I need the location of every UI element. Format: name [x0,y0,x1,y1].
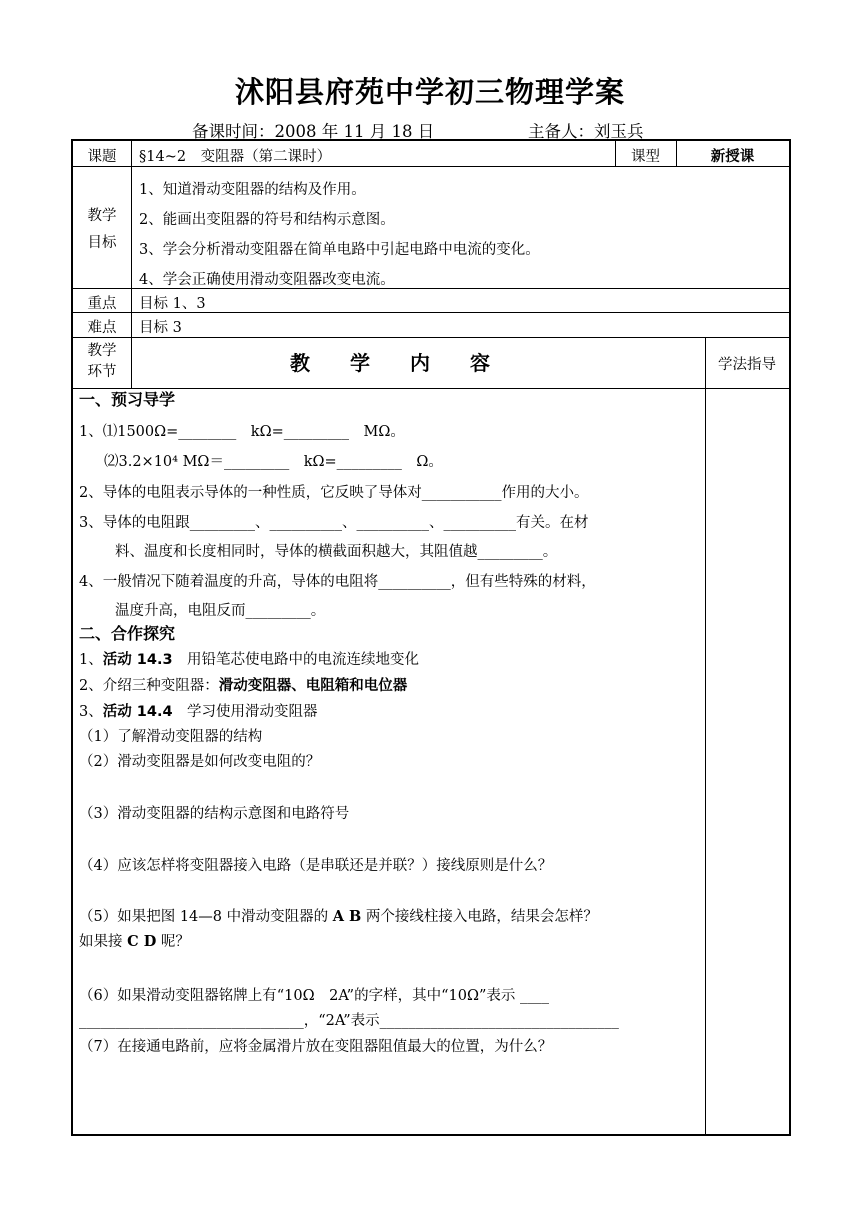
stage-label-line: 环节 [87,364,117,380]
question-2: 2、导体的电阻表示导体的一种性质，它反映了导体对___________作用的大小。 [79,485,589,501]
sub-item-3: （3）滑动变阻器的结构示意图和电路符号 [79,806,350,822]
goals-label-line: 目标 [87,235,117,251]
activity-1-number: 活动 14.3 [102,652,173,668]
prep-time: 备课时间：2008 年 11 月 18 日 [192,122,435,141]
row-divider [73,166,789,167]
question-4b: 温度升高，电阻反而_________。 [115,603,326,619]
sub-item-5b-text: 如果接 [79,934,128,950]
goals-label [73,203,131,257]
sub-item-1: （1）了解滑动变阻器的结构 [79,729,263,745]
sub-item-4: （4）应该怎样将变阻器接入电路（是串联还是并联？）接线原则是什么？ [79,858,553,874]
activity-1 [79,650,419,670]
activity-3 [79,702,318,722]
question-3a: 3、导体的电阻跟_________、__________、__________、__________有关。在材 [79,515,589,531]
goal-item: 1、知道滑动变阻器的结构及作用。 [139,182,366,198]
sub-item-5a-text: 两个接线柱接入电路，结果会怎样？ [361,909,598,925]
activity-1-text: 用铅笔芯使电路中的电流连续地变化 [172,652,420,668]
activity-2 [79,676,407,696]
col-divider [705,337,706,1136]
content-heading: 教 学 内 容 [290,351,490,375]
method-label: 学法指导 [718,357,776,373]
type-value: 新授课 [710,149,755,165]
sub-item-5b [79,932,190,952]
sub-item-5a-text: （5）如果把图 14—8 中滑动变阻器的 [79,909,333,925]
stage-label [73,341,131,383]
question-1b: ⑵3.2×10⁴ MΩ＝_________ kΩ=_________ Ω。 [104,454,443,470]
sub-item-5a [79,907,598,927]
goal-item: 2、能画出变阻器的符号和结构示意图。 [139,212,395,228]
activity-2-prefix: 2、介绍三种变阻器： [79,678,219,694]
sub-item-6a: （6）如果滑动变阻器铭牌上有“10Ω 2A”的字样，其中“10Ω”表示 ____ [79,988,549,1004]
goal-item: 3、学会分析滑动变阻器在简单电路中引起电路中电流的变化。 [139,242,540,258]
question-1a: 1、⑴1500Ω=________ kΩ=_________ MΩ。 [79,424,405,440]
section1-title: 一、预习导学 [79,390,176,409]
activity-3-number: 活动 14.4 [102,704,173,720]
difficulty-value: 目标 3 [139,320,182,336]
activity-1-prefix: 1、 [79,652,103,668]
author: 主备人：刘玉兵 [528,122,644,141]
type-label: 课型 [631,149,660,165]
goals-list [139,175,540,295]
sub-item-2: （2）滑动变阻器是如何改变电阻的？ [79,754,321,770]
terminal-cd: C D [127,933,157,950]
activity-2-bold: 滑动变阻器、电阻箱和电位器 [218,678,408,694]
question-4a: 4、一般情况下随着温度的升高，导体的电阻将__________，但有些特殊的材料， [79,574,596,590]
row-divider [73,337,789,338]
question-3b: 料、温度和长度相同时，导体的横截面积越大，其阻值越_________。 [115,544,558,560]
topic-label: 课题 [87,149,117,165]
goals-label-line: 教学 [87,208,117,224]
goal-item: 4、学会正确使用滑动变阻器改变电流。 [139,272,395,288]
sub-item-6b: _______________________________，“2A”表示_________________________________ [79,1013,619,1029]
sub-item-7: （7）在接通电路前，应将金属滑片放在变阻器阻值最大的位置，为什么？ [79,1039,553,1055]
stage-label-line: 教学 [87,343,117,359]
topic-value: §14~2 变阻器（第二课时） [139,149,332,165]
difficulty-label: 难点 [87,320,117,336]
key-value: 目标 1、3 [139,296,206,312]
col-divider [131,141,132,388]
terminal-ab: A B [332,908,362,925]
activity-3-text: 学习使用滑动变阻器 [172,704,318,720]
section2-title: 二、合作探究 [79,624,176,643]
activity-3-prefix: 3、 [79,704,103,720]
key-label: 重点 [87,296,117,312]
sub-item-5b-text: 呢？ [156,934,190,950]
page-title: 沭阳县府苑中学初三物理学案 [234,75,625,109]
row-divider [73,388,789,389]
